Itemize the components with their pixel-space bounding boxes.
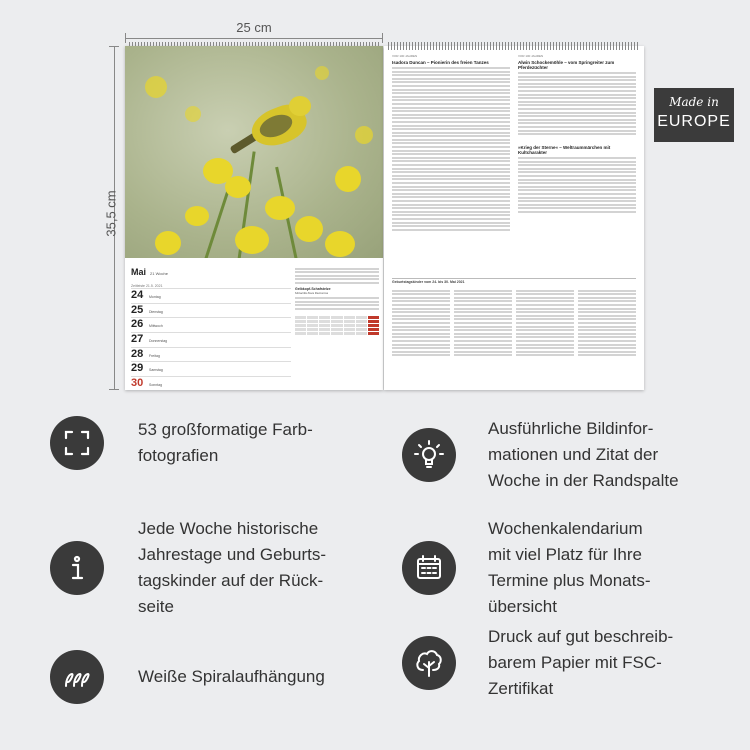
day-row: 24 Montag	[131, 288, 291, 303]
article-title: Isadora Duncan – Pionierin des freien Tanzes	[392, 60, 489, 65]
feature-paper	[402, 624, 673, 702]
width-label: 25 cm	[236, 20, 272, 35]
species-title: Gelbkopf-Schafstelze	[295, 286, 331, 291]
birthdays-title: Geburtstagskinder vom 24. bis 30. Mai 2021	[392, 280, 465, 284]
timeline-label: Zeitleiste 21.5. 2021	[131, 284, 163, 288]
bird-photo	[125, 46, 383, 258]
feature-text: Wochenkalendarium mit viel Platz für Ihre Termine plus Monats- übersicht	[488, 519, 651, 616]
feature-text: Jede Woche historische Jahrestage und Geburts- tagskinder auf der Rück- seite	[138, 519, 327, 616]
height-label: 35,5 cm	[103, 190, 119, 237]
feature-text: Ausführliche Bildinfor- mationen und Zitat der Woche in der Randspalte	[488, 419, 679, 490]
day-row: 28 Freitag	[131, 347, 291, 362]
info-icon	[50, 541, 104, 595]
day-row: 30 Sonntag	[131, 376, 291, 391]
article-title: Alwin Schockemöhle – vom Springreiter zum Pferdezüchter	[518, 60, 615, 70]
right-articles: VOR 100 JAHREN Alwin Schockemöhle – vom Springreiter zum Pferdezüchter »Krieg der Sterne« – Weltraummärchen mit Kultcharakter	[518, 54, 636, 215]
day-row: 26 Mittwoch	[131, 317, 291, 332]
lightbulb-icon	[402, 428, 456, 482]
calendar-icon	[402, 541, 456, 595]
day-row: 25 Dienstag	[131, 303, 291, 318]
day-row: 29 Samstag	[131, 361, 291, 376]
feature-info	[402, 416, 679, 494]
badge-made: Made in	[669, 95, 719, 109]
side-column	[295, 266, 379, 335]
month-label: Mai	[131, 267, 147, 277]
week-label: 21 Woche	[150, 271, 168, 276]
tree-icon	[402, 636, 456, 690]
mini-month-calendar	[295, 316, 379, 335]
feature-history	[50, 516, 326, 620]
badge-region: EUROPE	[657, 113, 731, 130]
species-latin: Motacilla flava flavissima	[295, 291, 329, 296]
width-dimension	[125, 20, 383, 44]
article-title: »Krieg der Sterne« – Weltraummärchen mit Kultcharakter	[518, 145, 611, 156]
feature-text: 53 großformatige Farb- fotografien	[138, 420, 313, 465]
feature-photos	[50, 416, 313, 470]
frame-icon	[50, 416, 104, 470]
feature-spiral	[50, 650, 325, 704]
feature-calendar	[402, 516, 651, 620]
calendar-front-page	[125, 46, 383, 390]
feature-text: Weiße Spiralaufhängung	[138, 667, 325, 686]
spiral-icon	[50, 650, 104, 704]
week-calendar	[125, 258, 383, 390]
height-dimension	[104, 46, 124, 390]
day-row: 27 Donnerstag	[131, 332, 291, 347]
spiral-binding	[388, 42, 640, 50]
calendar-back-page	[384, 46, 644, 390]
left-article: VOR 100 JAHREN Isadora Duncan – Pionierin des freien Tanzes	[392, 54, 510, 232]
made-in-europe-badge	[654, 88, 734, 142]
feature-text: Druck auf gut beschreib- barem Papier mit FSC- Zertifikat	[488, 627, 674, 698]
